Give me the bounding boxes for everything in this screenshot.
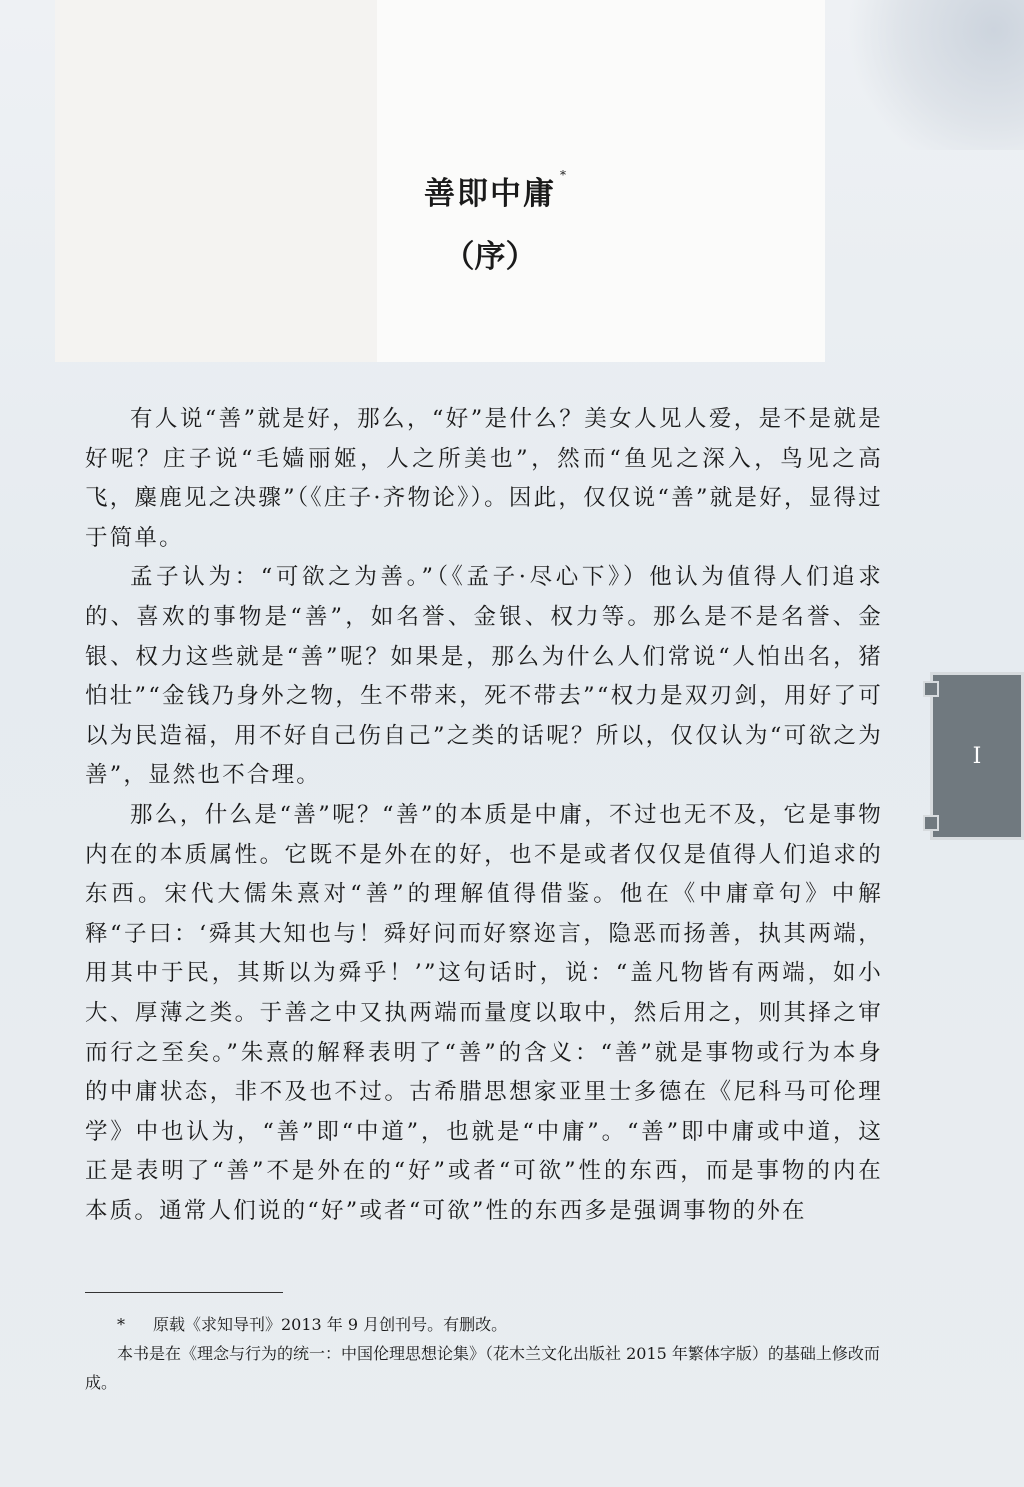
footnote-2: 本书是在《理念与行为的统一：中国伦理思想论集》（花木兰文化出版社 2015 年繁体字版）的基础上修改而成。 — [85, 1344, 880, 1392]
footnote-1-text: 原载《求知导刊》2013 年 9 月创刊号。有删改。 — [153, 1315, 508, 1334]
title-panel-notch — [55, 0, 377, 362]
page-title — [424, 168, 568, 213]
paragraph-2: 孟子认为：“可欲之为善。”（《孟子·尽心下》）他认为值得人们追求的、喜欢的事物是“善”，如名誉、金银、权力等。那么是不是名誉、金银、权力这些就是“善”呢？如果是，那么为什么人们常说“人怕出名，猪怕壮”“金钱乃身外之物，生不带来，死不带去”“权力是双刃剑，用好了可以为民造福，用不好自己伤自己”之类的话呢？所以，仅仅认为“可欲之为善”，显然也不合理。 — [85, 564, 883, 789]
footnotes — [85, 1310, 895, 1397]
decorative-corner-pattern — [824, 0, 1024, 150]
paragraph-3: 那么，什么是“善”呢？“善”的本质是中庸，不过也无不及，它是事物内在的本质属性。它既不是外在的好，也不是或者仅仅是值得人们追求的东西。宋代大儒朱熹对“善”的理解值得借鉴。他在《中庸章句》中解释“子曰：‘舜其大知也与！舜好问而好察迩言，隐恶而扬善，执其两端，用其中于民，其斯以为舜乎！’”这句话时，说：“盖凡物皆有两端，如小大、厚薄之类。于善之中又执两端而量度以取中，然后用之，则其择之审而行之至矣。”朱熹的解释表明了“善”的含义：“善”就是事物或行为本身的中庸状态，非不及也不过。古希腊思想家亚里士多德在《尼科马可伦理学》中也认为，“善”即“中道”，也就是“中庸”。“善”即中庸或中道，这正是表明了“善”不是外在的“好”或者“可欲”性的东西，而是事物的内在本质。通常人们说的“好”或者“可欲”性的东西多是强调事物的外在 — [85, 801, 883, 1224]
footnote-marker: * — [117, 1315, 125, 1334]
title-block — [400, 168, 580, 276]
body-text — [85, 400, 883, 1231]
page-subtitle: （序） — [443, 239, 537, 275]
footnote-1 — [85, 1310, 895, 1339]
footnote-divider — [85, 1292, 283, 1293]
paragraph-1: 有人说“善”就是好，那么，“好”是什么？美女人见人爱，是不是就是好呢？庄子说“毛嫱丽姬，人之所美也”，然而“鱼见之深入，鸟见之高飞，麋鹿见之决骤”（《庄子·齐物论》）。因此，仅仅说“善”就是好，显得过于简单。 — [85, 406, 883, 551]
page-number-tab — [930, 672, 1024, 840]
title-text: 善即中庸 — [424, 176, 556, 212]
title-footnote-mark: * — [560, 168, 568, 182]
page-number: I — [972, 743, 982, 769]
